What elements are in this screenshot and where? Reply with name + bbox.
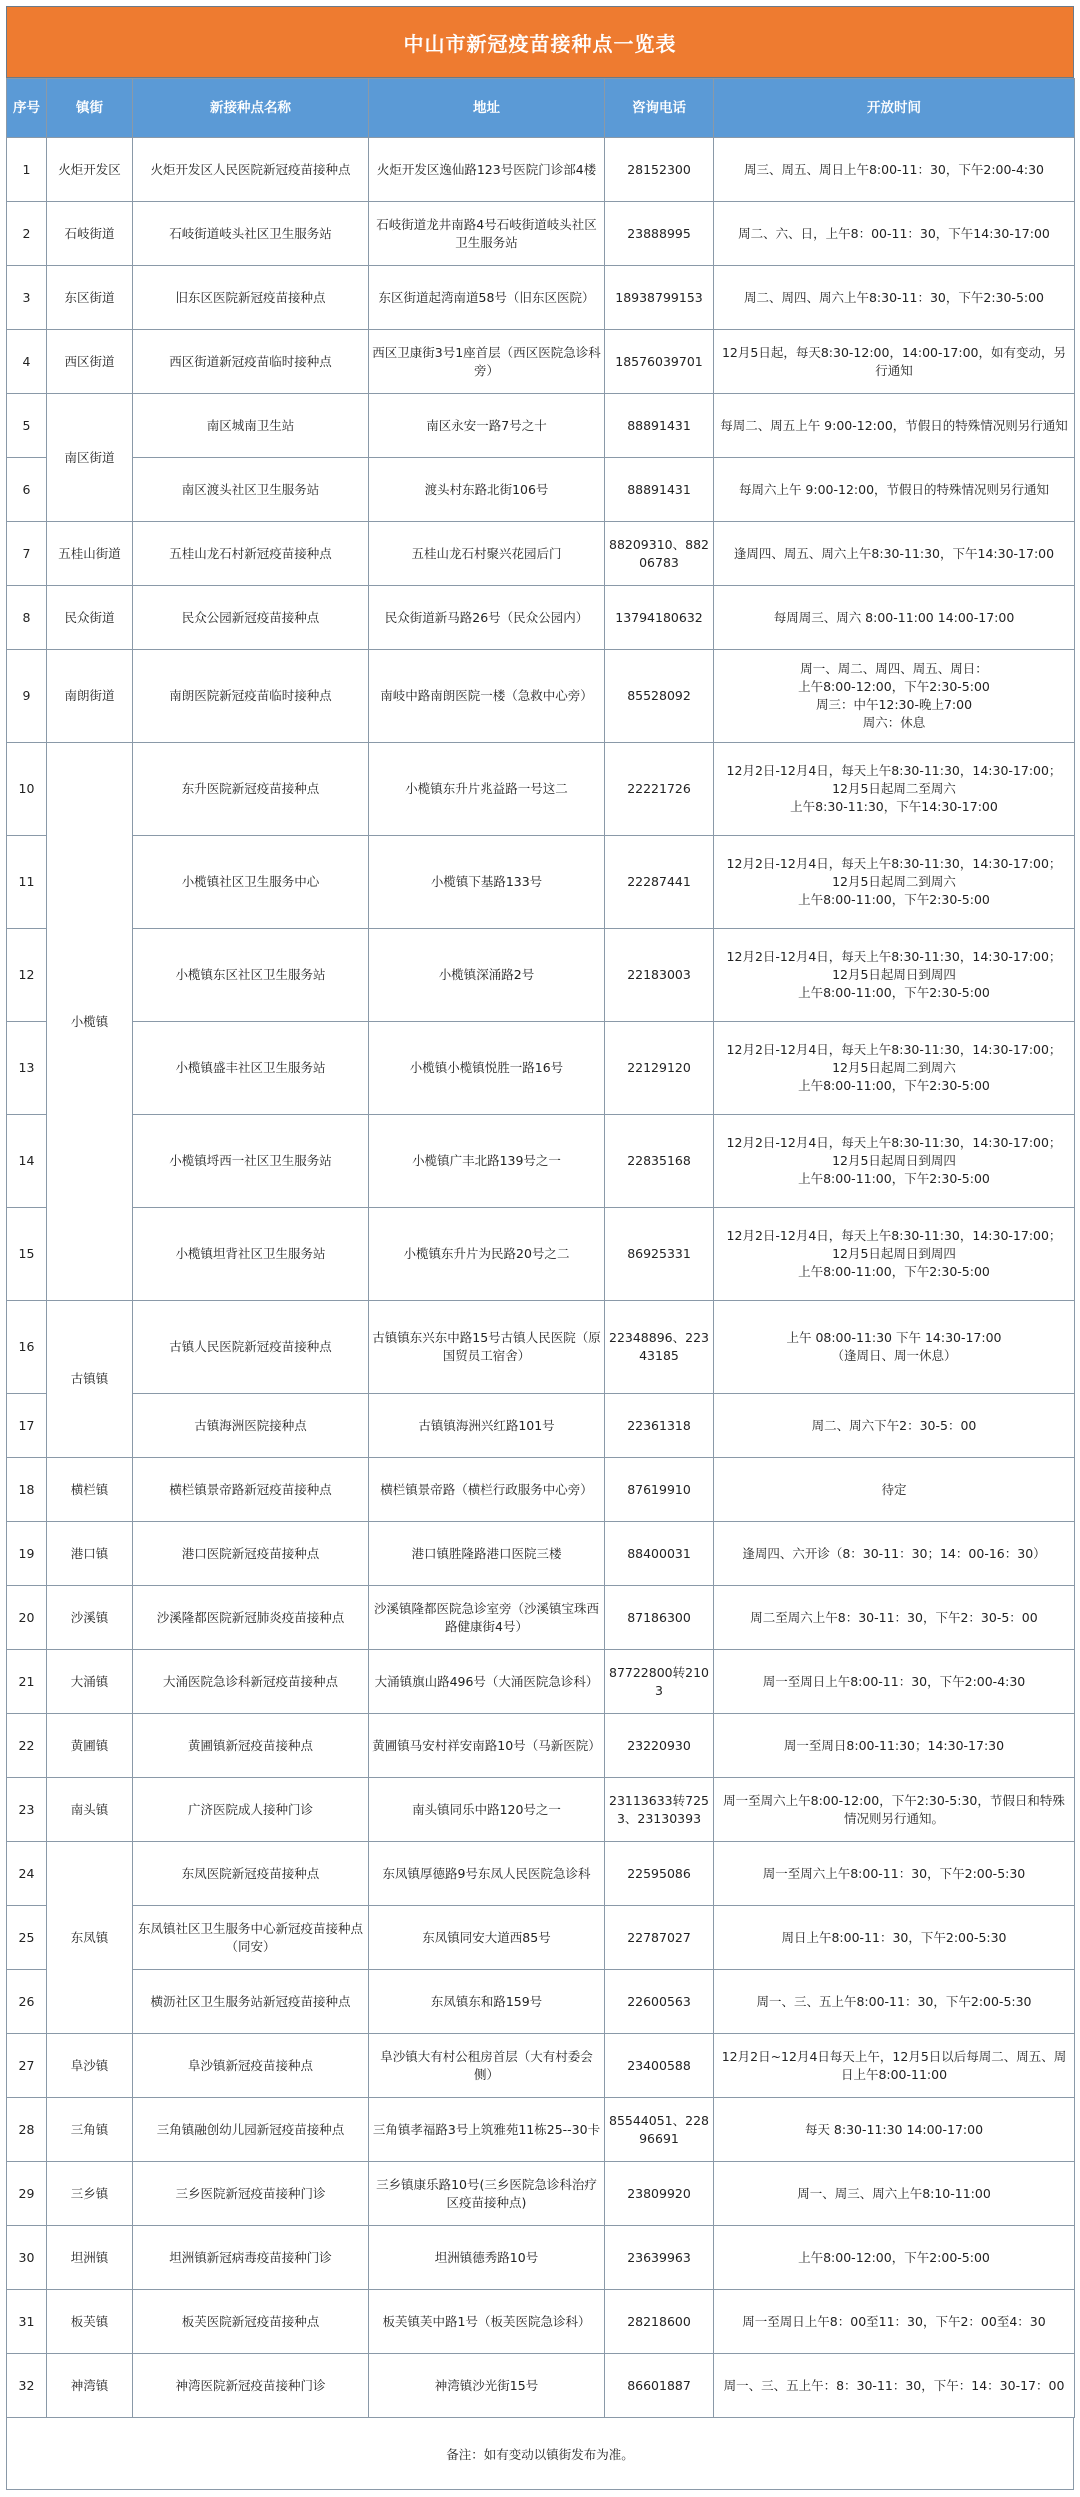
cell-no: 2	[7, 202, 47, 266]
table-row	[7, 138, 1075, 202]
cell-site-name: 东凤医院新冠疫苗接种点	[133, 1842, 369, 1906]
cell-no: 9	[7, 650, 47, 743]
cell-no: 3	[7, 266, 47, 330]
cell-phone: 23113633转7253、23130393	[605, 1778, 714, 1842]
cell-address: 东凤镇东和路159号	[369, 1970, 605, 2034]
cell-address: 东区街道起湾南道58号（旧东区医院）	[369, 266, 605, 330]
cell-phone: 88891431	[605, 458, 714, 522]
cell-hours: 12月2日-12月4日，每天上午8:30-11:30，14:30-17:00； 12月5日起周二到周六 上午8:00-11:00，下午2:30-5:00	[714, 1022, 1075, 1115]
cell-town: 火炬开发区	[47, 138, 133, 202]
vaccination-sites-table	[6, 78, 1075, 2418]
header-site-name: 新接种点名称	[133, 79, 369, 138]
cell-phone: 22835168	[605, 1115, 714, 1208]
cell-hours: 待定	[714, 1458, 1075, 1522]
cell-hours: 上午8:00-12:00，下午2:00-5:00	[714, 2226, 1075, 2290]
cell-phone: 22361318	[605, 1394, 714, 1458]
cell-address: 古镇镇东兴东中路15号古镇人民医院（原国贸员工宿舍）	[369, 1301, 605, 1394]
cell-town: 民众街道	[47, 586, 133, 650]
cell-phone: 85528092	[605, 650, 714, 743]
table-row	[7, 1458, 1075, 1522]
cell-hours: 12月5日起，每天8:30-12:00，14:00-17:00，如有变动，另行通知	[714, 330, 1075, 394]
cell-address: 西区卫康街3号1座首层（西区医院急诊科旁）	[369, 330, 605, 394]
cell-address: 三乡镇康乐路10号(三乡医院急诊科治疗区疫苗接种点)	[369, 2162, 605, 2226]
cell-phone: 22600563	[605, 1970, 714, 2034]
cell-no: 13	[7, 1022, 47, 1115]
cell-phone: 88209310、88206783	[605, 522, 714, 586]
cell-address: 小榄镇东升片兆益路一号这二	[369, 743, 605, 836]
cell-address: 小榄镇东升片为民路20号之二	[369, 1208, 605, 1301]
cell-hours: 周一、周二、周四、周五、周日： 上午8:00-12:00，下午2:30-5:00 周三：中午12:30-晚上7:00 周六：休息	[714, 650, 1075, 743]
table-row	[7, 2034, 1075, 2098]
cell-town: 东区街道	[47, 266, 133, 330]
cell-phone: 23809920	[605, 2162, 714, 2226]
cell-address: 沙溪镇隆都医院急诊室旁（沙溪镇宝珠西路健康街4号）	[369, 1586, 605, 1650]
cell-site-name: 沙溪隆都医院新冠肺炎疫苗接种点	[133, 1586, 369, 1650]
cell-hours: 周一、三、五上午8:00-11：30，下午2:00-5:30	[714, 1970, 1075, 2034]
cell-no: 32	[7, 2354, 47, 2418]
cell-phone: 28218600	[605, 2290, 714, 2354]
cell-phone: 86601887	[605, 2354, 714, 2418]
cell-site-name: 南区渡头社区卫生服务站	[133, 458, 369, 522]
cell-hours: 周一至周日上午8:00-11：30，下午2:00-4:30	[714, 1650, 1075, 1714]
cell-address: 阜沙镇大有村公租房首层（大有村委会侧）	[369, 2034, 605, 2098]
cell-site-name: 古镇人民医院新冠疫苗接种点	[133, 1301, 369, 1394]
table-row	[7, 266, 1075, 330]
cell-address: 小榄镇深涌路2号	[369, 929, 605, 1022]
header-no: 序号	[7, 79, 47, 138]
cell-phone: 23220930	[605, 1714, 714, 1778]
cell-no: 4	[7, 330, 47, 394]
cell-no: 22	[7, 1714, 47, 1778]
table-row	[7, 330, 1075, 394]
cell-site-name: 大涌医院急诊科新冠疫苗接种点	[133, 1650, 369, 1714]
cell-address: 黄圃镇马安村祥安南路10号（马新医院）	[369, 1714, 605, 1778]
cell-town: 阜沙镇	[47, 2034, 133, 2098]
cell-site-name: 阜沙镇新冠疫苗接种点	[133, 2034, 369, 2098]
cell-town: 南区街道	[47, 394, 133, 522]
table-body	[7, 138, 1075, 2418]
header-hours: 开放时间	[714, 79, 1075, 138]
header-phone: 咨询电话	[605, 79, 714, 138]
cell-phone: 18938799153	[605, 266, 714, 330]
cell-address: 石岐街道龙井南路4号石岐街道岐头社区卫生服务站	[369, 202, 605, 266]
cell-site-name: 东升医院新冠疫苗接种点	[133, 743, 369, 836]
cell-hours: 周一、三、五上午：8：30-11：30，下午：14：30-17：00	[714, 2354, 1075, 2418]
cell-site-name: 古镇海洲医院接种点	[133, 1394, 369, 1458]
cell-site-name: 港口医院新冠疫苗接种点	[133, 1522, 369, 1586]
cell-site-name: 旧东区医院新冠疫苗接种点	[133, 266, 369, 330]
cell-no: 12	[7, 929, 47, 1022]
cell-address: 渡头村东路北街106号	[369, 458, 605, 522]
cell-no: 17	[7, 1394, 47, 1458]
cell-site-name: 南区城南卫生站	[133, 394, 369, 458]
cell-town: 港口镇	[47, 1522, 133, 1586]
cell-address: 小榄镇小榄镇悦胜一路16号	[369, 1022, 605, 1115]
cell-no: 21	[7, 1650, 47, 1714]
table-row	[7, 650, 1075, 743]
cell-phone: 22183003	[605, 929, 714, 1022]
cell-town: 东凤镇	[47, 1842, 133, 2034]
table-header-row	[7, 79, 1075, 138]
cell-no: 1	[7, 138, 47, 202]
table-row	[7, 1714, 1075, 1778]
cell-address: 古镇镇海洲兴红路101号	[369, 1394, 605, 1458]
cell-hours: 12月2日-12月4日，每天上午8:30-11:30，14:30-17:00； 12月5日起周日到周四 上午8:00-11:00，下午2:30-5:00	[714, 929, 1075, 1022]
table-row	[7, 929, 1075, 1022]
cell-hours: 每周六上午 9:00-12:00，节假日的特殊情况则另行通知	[714, 458, 1075, 522]
table-row	[7, 2226, 1075, 2290]
table-row	[7, 1906, 1075, 1970]
cell-address: 南头镇同乐中路120号之一	[369, 1778, 605, 1842]
table-row	[7, 1586, 1075, 1650]
cell-phone: 22595086	[605, 1842, 714, 1906]
page-title: 中山市新冠疫苗接种点一览表	[6, 6, 1074, 78]
cell-address: 三角镇孝福路3号上筑雅苑11栋25--30卡	[369, 2098, 605, 2162]
table-row	[7, 1778, 1075, 1842]
table-row	[7, 2098, 1075, 2162]
table-row	[7, 2354, 1075, 2418]
cell-site-name: 三角镇融创幼儿园新冠疫苗接种点	[133, 2098, 369, 2162]
cell-phone: 18576039701	[605, 330, 714, 394]
cell-town: 五桂山街道	[47, 522, 133, 586]
cell-site-name: 民众公园新冠疫苗接种点	[133, 586, 369, 650]
cell-site-name: 小榄镇盛丰社区卫生服务站	[133, 1022, 369, 1115]
table-row	[7, 1022, 1075, 1115]
cell-town: 南朗街道	[47, 650, 133, 743]
cell-phone: 87186300	[605, 1586, 714, 1650]
cell-address: 火炬开发区逸仙路123号医院门诊部4楼	[369, 138, 605, 202]
cell-phone: 87619910	[605, 1458, 714, 1522]
cell-hours: 每周二、周五上午 9:00-12:00，节假日的特殊情况则另行通知	[714, 394, 1075, 458]
cell-phone: 85544051、22896691	[605, 2098, 714, 2162]
table-row	[7, 1650, 1075, 1714]
cell-hours: 12月2日-12月4日，每天上午8:30-11:30，14:30-17:00； 12月5日起周二至周六 上午8:30-11:30，下午14:30-17:00	[714, 743, 1075, 836]
cell-hours: 周一至周六上午8:00-11：30，下午2:00-5:30	[714, 1842, 1075, 1906]
cell-town: 横栏镇	[47, 1458, 133, 1522]
cell-address: 民众街道新马路26号（民众公园内）	[369, 586, 605, 650]
cell-address: 板芙镇芙中路1号（板芙医院急诊科）	[369, 2290, 605, 2354]
cell-site-name: 西区街道新冠疫苗临时接种点	[133, 330, 369, 394]
cell-phone: 88891431	[605, 394, 714, 458]
cell-address: 港口镇胜隆路港口医院三楼	[369, 1522, 605, 1586]
cell-town: 西区街道	[47, 330, 133, 394]
table-row	[7, 1842, 1075, 1906]
cell-no: 18	[7, 1458, 47, 1522]
cell-phone: 23639963	[605, 2226, 714, 2290]
cell-site-name: 坦洲镇新冠病毒疫苗接种门诊	[133, 2226, 369, 2290]
cell-no: 8	[7, 586, 47, 650]
cell-no: 28	[7, 2098, 47, 2162]
cell-hours: 周一至周日上午8：00至11：30，下午2：00至4：30	[714, 2290, 1075, 2354]
cell-phone: 87722800转2103	[605, 1650, 714, 1714]
table-row	[7, 1115, 1075, 1208]
cell-site-name: 横栏镇景帝路新冠疫苗接种点	[133, 1458, 369, 1522]
cell-town: 黄圃镇	[47, 1714, 133, 1778]
cell-no: 23	[7, 1778, 47, 1842]
cell-no: 10	[7, 743, 47, 836]
cell-site-name: 小榄镇埒西一社区卫生服务站	[133, 1115, 369, 1208]
header-address: 地址	[369, 79, 605, 138]
cell-phone: 22287441	[605, 836, 714, 929]
cell-phone: 88400031	[605, 1522, 714, 1586]
cell-hours: 周一至周日8:00-11:30；14:30-17:30	[714, 1714, 1075, 1778]
table-row	[7, 1522, 1075, 1586]
table-row	[7, 586, 1075, 650]
cell-address: 坦洲镇德秀路10号	[369, 2226, 605, 2290]
cell-no: 27	[7, 2034, 47, 2098]
cell-site-name: 东凤镇社区卫生服务中心新冠疫苗接种点（同安）	[133, 1906, 369, 1970]
cell-hours: 逢周四、六开诊（8：30-11：30；14：00-16：30）	[714, 1522, 1075, 1586]
cell-site-name: 小榄镇社区卫生服务中心	[133, 836, 369, 929]
cell-hours: 周二、周六下午2：30-5：00	[714, 1394, 1075, 1458]
cell-phone: 22129120	[605, 1022, 714, 1115]
cell-hours: 每天 8:30-11:30 14:00-17:00	[714, 2098, 1075, 2162]
cell-site-name: 神湾医院新冠疫苗接种门诊	[133, 2354, 369, 2418]
table-row	[7, 522, 1075, 586]
cell-no: 14	[7, 1115, 47, 1208]
cell-hours: 周二至周六上午8：30-11：30，下午2：30-5：00	[714, 1586, 1075, 1650]
cell-hours: 逢周四、周五、周六上午8:30-11:30，下午14:30-17:00	[714, 522, 1075, 586]
table-row	[7, 1970, 1075, 2034]
cell-town: 古镇镇	[47, 1301, 133, 1458]
cell-site-name: 广济医院成人接种门诊	[133, 1778, 369, 1842]
cell-address: 南区永安一路7号之十	[369, 394, 605, 458]
footnote: 备注：如有变动以镇街发布为准。	[6, 2418, 1074, 2490]
cell-phone: 22348896、22343185	[605, 1301, 714, 1394]
cell-no: 31	[7, 2290, 47, 2354]
cell-town: 小榄镇	[47, 743, 133, 1301]
cell-town: 石岐街道	[47, 202, 133, 266]
schedule-sheet	[6, 6, 1074, 2490]
cell-no: 15	[7, 1208, 47, 1301]
cell-town: 板芙镇	[47, 2290, 133, 2354]
cell-no: 6	[7, 458, 47, 522]
cell-hours: 12月2日-12月4日，每天上午8:30-11:30，14:30-17:00； 12月5日起周日到周四 上午8:00-11:00，下午2:30-5:00	[714, 1115, 1075, 1208]
cell-hours: 12月2日-12月4日，每天上午8:30-11:30，14:30-17:00； 12月5日起周日到周四 上午8:00-11:00，下午2:30-5:00	[714, 1208, 1075, 1301]
cell-site-name: 五桂山龙石村新冠疫苗接种点	[133, 522, 369, 586]
table-row	[7, 836, 1075, 929]
cell-hours: 周三、周五、周日上午8:00-11：30，下午2:00-4:30	[714, 138, 1075, 202]
cell-phone: 22787027	[605, 1906, 714, 1970]
table-row	[7, 1301, 1075, 1394]
cell-hours: 12月2日-12月4日，每天上午8:30-11:30，14:30-17:00； 12月5日起周二到周六 上午8:00-11:00，下午2:30-5:00	[714, 836, 1075, 929]
cell-town: 南头镇	[47, 1778, 133, 1842]
cell-no: 26	[7, 1970, 47, 2034]
cell-no: 29	[7, 2162, 47, 2226]
cell-phone: 13794180632	[605, 586, 714, 650]
cell-site-name: 石岐街道岐头社区卫生服务站	[133, 202, 369, 266]
cell-address: 小榄镇下基路133号	[369, 836, 605, 929]
cell-town: 三乡镇	[47, 2162, 133, 2226]
header-town: 镇街	[47, 79, 133, 138]
table-row	[7, 1208, 1075, 1301]
table-row	[7, 458, 1075, 522]
table-row	[7, 743, 1075, 836]
cell-site-name: 南朗医院新冠疫苗临时接种点	[133, 650, 369, 743]
cell-address: 东凤镇同安大道西85号	[369, 1906, 605, 1970]
cell-no: 20	[7, 1586, 47, 1650]
cell-phone: 22221726	[605, 743, 714, 836]
cell-hours: 周一、周三、周六上午8:10-11:00	[714, 2162, 1075, 2226]
cell-town: 坦洲镇	[47, 2226, 133, 2290]
cell-site-name: 板芙医院新冠疫苗接种点	[133, 2290, 369, 2354]
table-row	[7, 394, 1075, 458]
cell-hours: 12月2日~12月4日每天上午，12月5日以后每周二、周五、周日上午8:00-11:00	[714, 2034, 1075, 2098]
cell-town: 神湾镇	[47, 2354, 133, 2418]
cell-hours: 周一至周六上午8:00-12:00，下午2:30-5:30，节假日和特殊情况则另行通知。	[714, 1778, 1075, 1842]
cell-phone: 23888995	[605, 202, 714, 266]
cell-phone: 28152300	[605, 138, 714, 202]
cell-phone: 23400588	[605, 2034, 714, 2098]
table-row	[7, 1394, 1075, 1458]
cell-hours: 每周周三、周六 8:00-11:00 14:00-17:00	[714, 586, 1075, 650]
cell-site-name: 黄圃镇新冠疫苗接种点	[133, 1714, 369, 1778]
cell-site-name: 火炬开发区人民医院新冠疫苗接种点	[133, 138, 369, 202]
cell-address: 大涌镇旗山路496号（大涌医院急诊科）	[369, 1650, 605, 1714]
table-row	[7, 2162, 1075, 2226]
cell-address: 五桂山龙石村聚兴花园后门	[369, 522, 605, 586]
cell-hours: 周日上午8:00-11：30，下午2:00-5:30	[714, 1906, 1075, 1970]
cell-town: 三角镇	[47, 2098, 133, 2162]
cell-site-name: 三乡医院新冠疫苗接种门诊	[133, 2162, 369, 2226]
cell-hours: 上午 08:00-11:30 下午 14:30-17:00 （逢周日、周一休息）	[714, 1301, 1075, 1394]
cell-address: 小榄镇广丰北路139号之一	[369, 1115, 605, 1208]
cell-no: 19	[7, 1522, 47, 1586]
cell-no: 25	[7, 1906, 47, 1970]
cell-no: 7	[7, 522, 47, 586]
cell-site-name: 小榄镇坦背社区卫生服务站	[133, 1208, 369, 1301]
cell-no: 11	[7, 836, 47, 929]
cell-phone: 86925331	[605, 1208, 714, 1301]
table-row	[7, 2290, 1075, 2354]
cell-no: 24	[7, 1842, 47, 1906]
cell-address: 神湾镇沙光街15号	[369, 2354, 605, 2418]
cell-town: 大涌镇	[47, 1650, 133, 1714]
cell-address: 横栏镇景帝路（横栏行政服务中心旁）	[369, 1458, 605, 1522]
cell-hours: 周二、周四、周六上午8:30-11：30，下午2:30-5:00	[714, 266, 1075, 330]
table-row	[7, 202, 1075, 266]
cell-address: 东凤镇厚德路9号东凤人民医院急诊科	[369, 1842, 605, 1906]
cell-address: 南岐中路南朗医院一楼（急救中心旁）	[369, 650, 605, 743]
cell-no: 30	[7, 2226, 47, 2290]
cell-site-name: 小榄镇东区社区卫生服务站	[133, 929, 369, 1022]
cell-town: 沙溪镇	[47, 1586, 133, 1650]
cell-no: 5	[7, 394, 47, 458]
cell-no: 16	[7, 1301, 47, 1394]
cell-site-name: 横沥社区卫生服务站新冠疫苗接种点	[133, 1970, 369, 2034]
cell-hours: 周二、六、日，上午8：00-11：30，下午14:30-17:00	[714, 202, 1075, 266]
